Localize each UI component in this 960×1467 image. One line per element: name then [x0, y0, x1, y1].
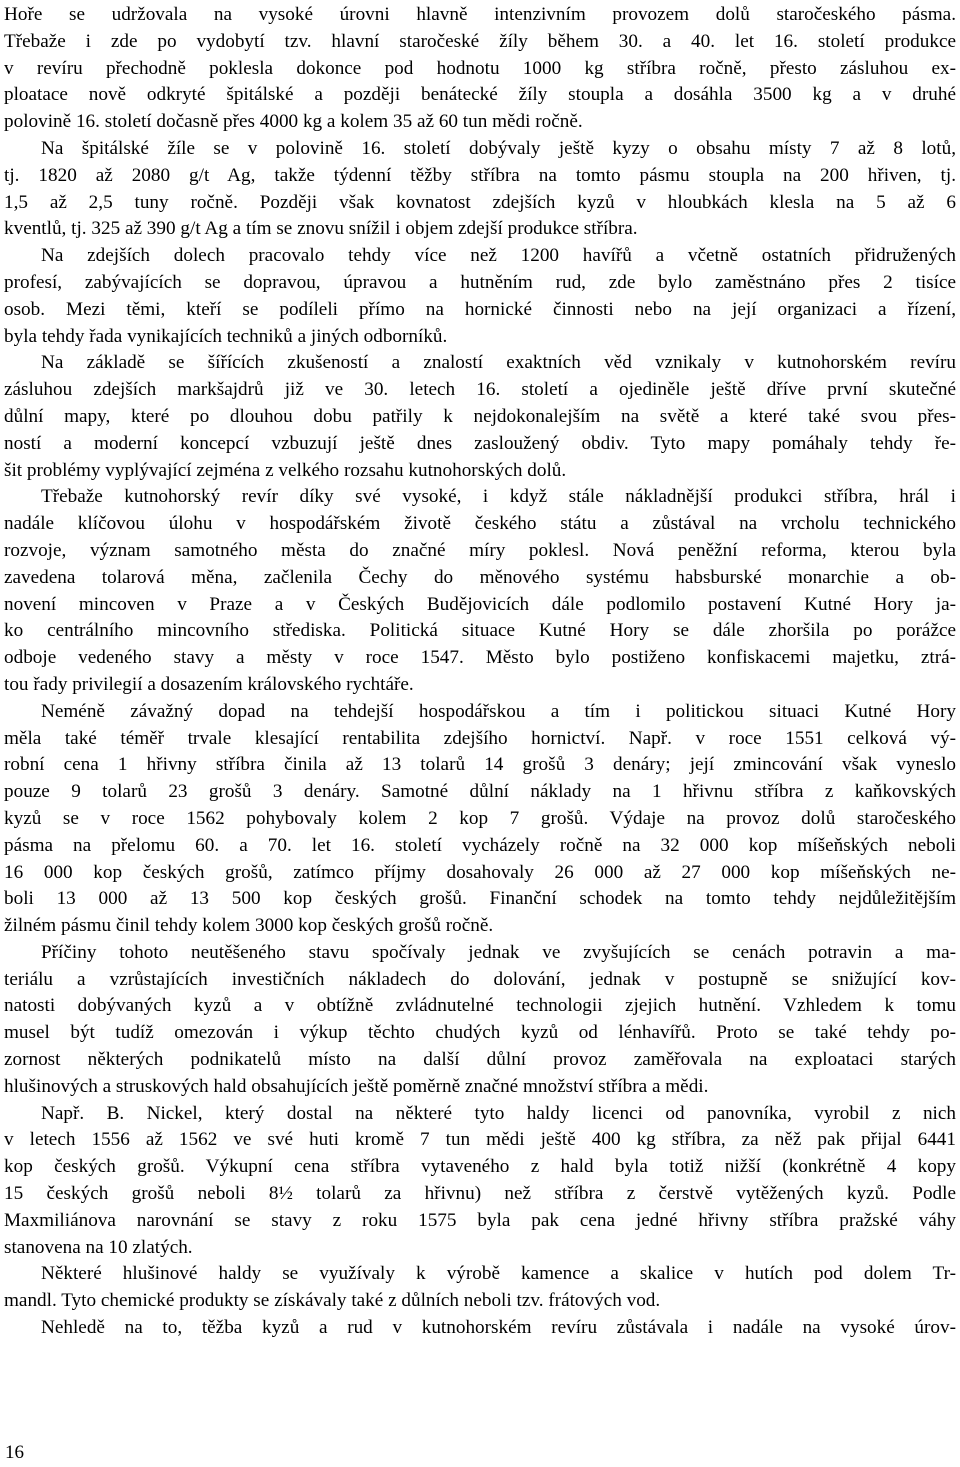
text-line: šit problémy vyplývající zejména z velkého rozsahu kutnohorských dolů. — [4, 459, 567, 481]
text-line: kop českých grošů. Výkupní cena stříbra vytaveného z hald byla totiž nižší (konkrétně 4 kopy — [4, 1156, 956, 1178]
text-line: Třebaže i zde po vydobytí tzv. hlavní staročeské žíly během 30. a 40. let 16. století produkce — [4, 30, 956, 52]
text-line: Neméně závažný dopad na tehdejší hospodářskou a tím i politickou situaci Kutné Hory — [41, 700, 956, 722]
text-line: odboje vedeného stavy a městy v roce 1547. Město bylo postiženo konfiskacemi majetku, ztrá- — [4, 647, 956, 669]
text-line: kventlů, tj. 325 až 390 g/t Ag a tím se znovu snížil i objem zdejší produkce stříbra. — [4, 218, 638, 240]
paragraph — [4, 1315, 956, 1342]
text-line: 1,5 až 2,5 tuny ročně. Později však kovnatost zdejších kyzů v hloubkách klesla na 5 až 6 — [4, 191, 956, 213]
text-line: měla také téměř trvale klesající rentabilita zdejšího hornictví. Např. v roce 1551 celková vý- — [4, 727, 956, 749]
text-line: Na zdejších dolech pracovalo tehdy více než 1200 havířů a včetně ostatních přidružených — [41, 245, 956, 267]
text-line: nadále klíčovou úlohu v hospodářském životě českého státu a zůstával na vrcholu technického — [4, 513, 956, 535]
page-number: 16 — [5, 1442, 24, 1463]
text-line: ností a moderní koncepcí vzbuzují ještě dnes zasloužený obdiv. Tyto mapy pomáhaly tehdy ře- — [4, 432, 956, 454]
text-line: Např. B. Nickel, který dostal na některé tyto haldy licenci od panovníka, vyrobil z nich — [41, 1102, 956, 1124]
text-line: profesí, zabývajících se dopravou, úpravou a hutněním rud, zde bylo zaměstnáno přes 2 tisíce — [4, 271, 956, 293]
text-line: natosti dobývaných kyzů a v obtížně zvládnutelné technologii zjejich hutnění. Vzhledem k tomu — [4, 995, 956, 1017]
text-line: ploatace nově odkryté špitálské a později benátecké žíly stoupla a dosáhla 3500 kg a v druhé — [4, 84, 956, 106]
text-line: robní cena 1 hřivny stříbra činila až 13 tolarů 14 grošů 3 denáry; její zmincování však vyneslo — [4, 754, 956, 776]
paragraph — [4, 2, 956, 136]
text-line: rozvoje, význam samotného města do značné míry poklesl. Nová peněžní reforma, kterou byla — [4, 539, 956, 561]
text-line: mandl. Tyto chemické produkty se získávaly také z důlních neboli tzv. frátových vod. — [4, 1290, 661, 1312]
text-line: Hoře se udržovala na vysoké úrovni hlavně intenzivním provozem dolů staročeského pásma. — [4, 4, 956, 25]
text-line: novení mincoven v Praze a v Českých Budějovicích dále podlomilo postavení Kutné Hory ja- — [4, 593, 956, 615]
text-line: zásluhou zdejších markšajdrů již ve 30. letech 16. století a ojediněle ještě dříve první skutečné — [4, 379, 956, 401]
text-line: tj. 1820 až 2080 g/t Ag, takže týdenní těžby stříbra na tomto pásmu stoupla na 200 hřiven, tj. — [4, 164, 956, 186]
text-line: v letech 1556 až 1562 ve své huti kromě 7 tun mědi ještě 400 kg stříbra, za něž pak přijal 6441 — [4, 1129, 956, 1151]
text-line: ko centrálního mincovního střediska. Politická situace Kutné Hory se dále zhoršila po porážce — [4, 620, 956, 642]
document-page — [4, 2, 956, 1342]
text-line: pásma na přelomu 60. a 70. let 16. století vycházely ročně na 32 000 kop míšeňských neboli — [4, 834, 956, 856]
text-line: zavedena tolarová měna, začlenila Čechy do měnového systému habsburské monarchie a ob- — [4, 566, 956, 588]
text-line: Na základě se šířících zkušeností a znalostí exaktních věd vznikaly v kutnohorském revíru — [41, 352, 956, 374]
text-line: Maxmiliánova narovnání se stavy z roku 1575 byla pak cena jedné hřivny stříbra pražské váhy — [4, 1209, 956, 1231]
text-line: Nehledě na to, těžba kyzů a rud v kutnohorském revíru zůstávala i nadále na vysoké úrov- — [41, 1317, 956, 1339]
paragraph — [4, 699, 956, 940]
text-line: 15 českých grošů neboli 8½ tolarů za hřivnu) než stříbra z čerstvě vytěžených kyzů. Podle — [4, 1183, 956, 1205]
paragraph — [4, 1101, 956, 1262]
text-line: Třebaže kutnohorský revír díky své vysoké, i když stále nákladnější produkci stříbra, hrál i — [41, 486, 956, 508]
text-line: hlušinových a struskových hald obsahujících ještě poměrně značné množství stříbra a mědi. — [4, 1075, 709, 1097]
text-line: pouze 9 tolarů 23 grošů 3 denáry. Samotné důlní náklady na 1 hřivnu stříbra z kaňkovských — [4, 781, 956, 803]
paragraph — [4, 1261, 956, 1315]
text-line: musel být tudíž omezován i výkup těchto chudých kyzů od lénhavířů. Proto se také tehdy po- — [4, 1022, 956, 1044]
paragraph — [4, 243, 956, 350]
text-line: osob. Mezi těmi, kteří se podíleli přímo na hornické činnosti nebo na její organizaci a řízení, — [4, 298, 956, 320]
text-line: v revíru přechodně poklesla dokonce pod hodnotu 1000 kg stříbra ročně, přesto zásluhou ex- — [4, 57, 956, 79]
text-line: boli 13 000 až 13 500 kop českých grošů. Finanční schodek na tomto tehdy nejdůležitějším — [4, 888, 956, 910]
paragraph — [4, 484, 956, 698]
text-line: teriálu a vzrůstajících investičních nákladech do dolování, jednak v postupně se snižující kov- — [4, 968, 956, 990]
text-line: Některé hlušinové haldy se využívaly k výrobě kamence a skalice v hutích pod dolem Tr- — [41, 1263, 956, 1285]
paragraph — [4, 940, 956, 1101]
text-line: byla tehdy řada vynikajících techniků a jiných odborníků. — [4, 325, 448, 347]
text-line: zornost některých podnikatelů místo na další důlní provoz zaměřovala na exploataci starých — [4, 1049, 956, 1071]
text-line: Příčiny tohoto neutěšeného stavu spočívaly jednak ve zvyšujících se cenách potravin a ma- — [41, 941, 956, 963]
text-line: 16 000 kop českých grošů, zatímco příjmy dosahovaly 26 000 až 27 000 kop míšeňských ne- — [4, 861, 956, 883]
text-line: důlní mapy, které po dlouhou dobu patřily k nejdokonalejším na světě a které také svou přes- — [4, 405, 956, 427]
text-line: polovině 16. století dočasně přes 4000 kg a kolem 35 až 60 tun mědi ročně. — [4, 111, 583, 133]
text-line: žilném pásmu činil tehdy kolem 3000 kop českých grošů ročně. — [4, 915, 494, 937]
text-line: tou řady privilegií a dosazením královského rychtáře. — [4, 673, 414, 695]
text-line: kyzů se v roce 1562 pohybovaly kolem 2 kop 7 grošů. Výdaje na provoz dolů staročeského — [4, 807, 956, 829]
text-line: Na špitálské žíle se v polovině 16. století dobývaly ještě kyzy o obsahu místy 7 až 8 lotů, — [41, 137, 956, 159]
paragraph — [4, 136, 956, 243]
text-line: stanovena na 10 zlatých. — [4, 1236, 193, 1258]
paragraph — [4, 350, 956, 484]
